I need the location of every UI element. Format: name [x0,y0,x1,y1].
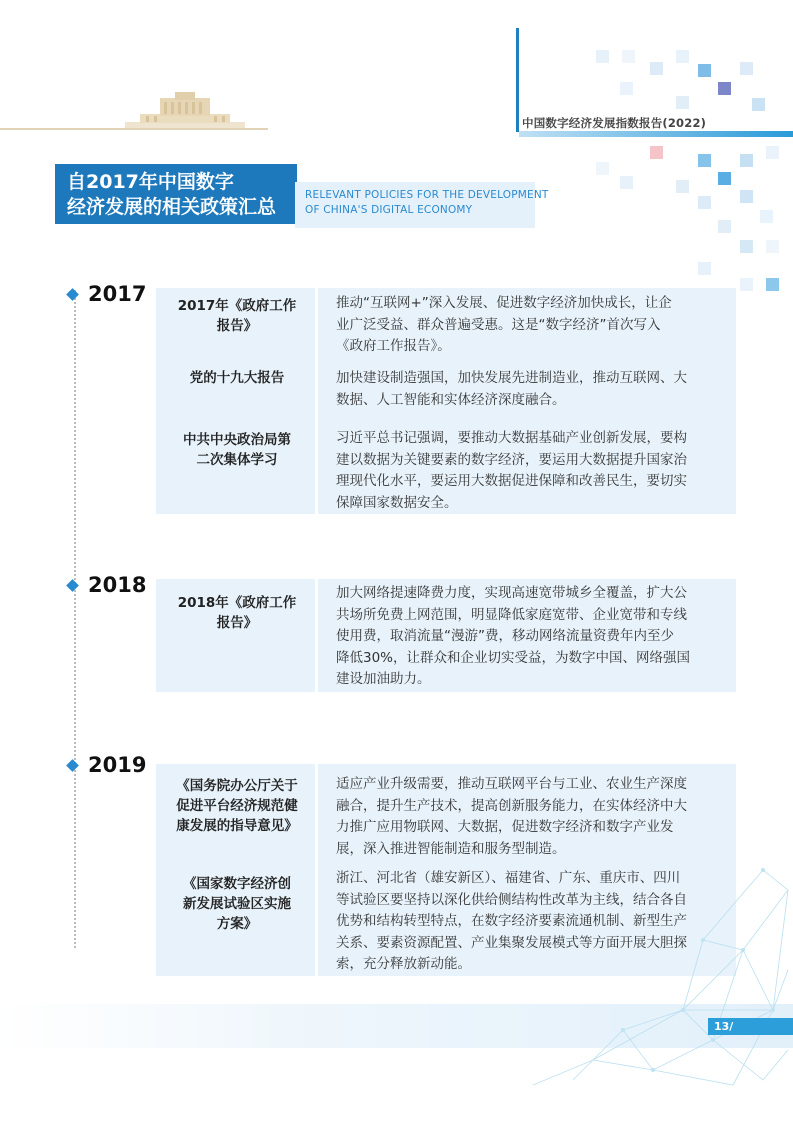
policy-description-line: 加快建设制造强国，加快发展先进制造业，推动互联网、大 [336,370,687,386]
policy-description-line: 等试验区要坚持以深化供给侧结构性改革为主线，结合各自 [336,891,687,908]
policy-name [156,593,318,633]
timeline-line [74,290,76,948]
policy-name-line: 新发展试验区实施 [183,896,291,912]
policy-description [336,368,726,411]
policy-name-line: 报告》 [216,615,258,631]
diamond-icon [66,288,79,301]
policy-description-line: 浙江、河北省（雄安新区）、福建省、广东、重庆市、四川 [336,870,681,886]
policy-name-line: 报告》 [216,318,258,334]
header-vertical-rule [516,28,519,132]
policy-name-line: 康发展的指导意见》 [176,818,298,834]
policy-name-line: 《国家数字经济创 [183,876,291,892]
policy-description-line: 降低30%，让群众和企业切实受益，为数字中国、网络强国 [336,649,691,666]
policy-description-line: 建以数据为关键要素的数字经济，要运用大数据提升国家治 [336,451,687,468]
header-divider [0,128,268,130]
policy-description-line: 数据、人工智能和实体经济深度融合。 [336,391,566,408]
year-label: 2019 [88,753,147,777]
policy-description-line: 《政府工作报告》。 [336,338,451,354]
policy-name [156,368,318,388]
policy-name [156,430,318,470]
english-subtitle-line: RELEVANT POLICIES FOR THE DEVELOPMENT [305,189,549,201]
policy-description-line: 索，充分释放新动能。 [336,956,471,972]
policy-name [156,776,318,836]
section-title-line: 自2017年中国数字 [67,171,234,193]
policy-description [336,583,726,691]
policy-description-line: 理现代化水平，要运用大数据促进保障和改善民生，要切实 [336,473,687,489]
policy-description-line: 关系、要素资源配置、产业集聚发展模式等方面开展大胆探 [336,934,687,951]
building-illustration [120,92,250,132]
policy-row [156,416,736,514]
policy-description-line: 加大网络提速降费力度，实现高速宽带城乡全覆盖，扩大公 [336,585,687,601]
policy-description [336,293,726,358]
policy-name-line: 中共中央政治局第 [183,432,291,448]
year-label: 2018 [88,573,147,597]
policy-description-line: 共场所免费上网范围，明显降低家庭宽带、企业宽带和专线 [336,606,687,623]
report-title: 中国数字经济发展指数报告(2022) [522,116,707,130]
policy-description-line: 建设加油助力。 [336,671,431,687]
section-title-banner [55,164,297,224]
english-subtitle-line: OF CHINA'S DIGITAL ECONOMY [305,204,473,216]
network-mesh-decoration [533,830,793,1090]
policy-name-line: 方案》 [216,916,258,932]
policy-description-line: 力推广应用物联网、大数据，促进数字经济和数字产业发 [336,819,674,835]
report-title-bar [519,131,793,137]
policy-description [336,428,726,514]
policy-description-line: 推动“互联网+”深入发展、促进数字经济加快成长，让企 [336,295,672,311]
policy-description-line: 保障国家数据安全。 [336,494,458,511]
policy-description-line: 习近平总书记强调，要推动大数据基础产业创新发展，要构 [336,430,687,446]
policy-name-line: 2017年《政府工作 [177,298,297,314]
policy-description-line: 适应产业升级需要，推动互联网平台与工业、农业生产深度 [336,776,687,792]
policy-name-line: 党的十九大报告 [189,370,285,386]
policy-row [156,579,736,692]
policy-description-line: 展，深入推进智能制造和服务型制造。 [336,840,566,857]
policy-description-line: 融合，提升生产技术，提高创新服务能力，在实体经济中大 [336,797,687,814]
policy-description-line: 优势和结构转型特点，在数字经济要素流通机制、新型生产 [336,913,687,929]
policy-name-line: 促进平台经济规范健 [176,798,298,814]
policy-row [156,288,736,358]
policy-description-line: 业广泛受益、群众普遍受惠。这是“数字经济”首次写入 [336,316,661,333]
diamond-icon [66,579,79,592]
policy-name-line: 2018年《政府工作 [177,595,297,611]
policy-name-line: 二次集体学习 [196,452,278,468]
section-title-line: 经济发展的相关政策汇总 [67,196,277,218]
policy-name [156,296,318,336]
policy-name-line: 《国务院办公厅关于 [176,778,298,794]
policy-row [156,358,736,416]
policy-name [156,874,318,934]
year-label: 2017 [88,282,147,306]
section-subtitle-english [295,182,549,228]
page-number: 13/ [708,1018,793,1035]
diamond-icon [66,759,79,772]
policy-description-line: 使用费，取消流量“漫游”费，移动网络流量资费年内至少 [336,628,674,644]
